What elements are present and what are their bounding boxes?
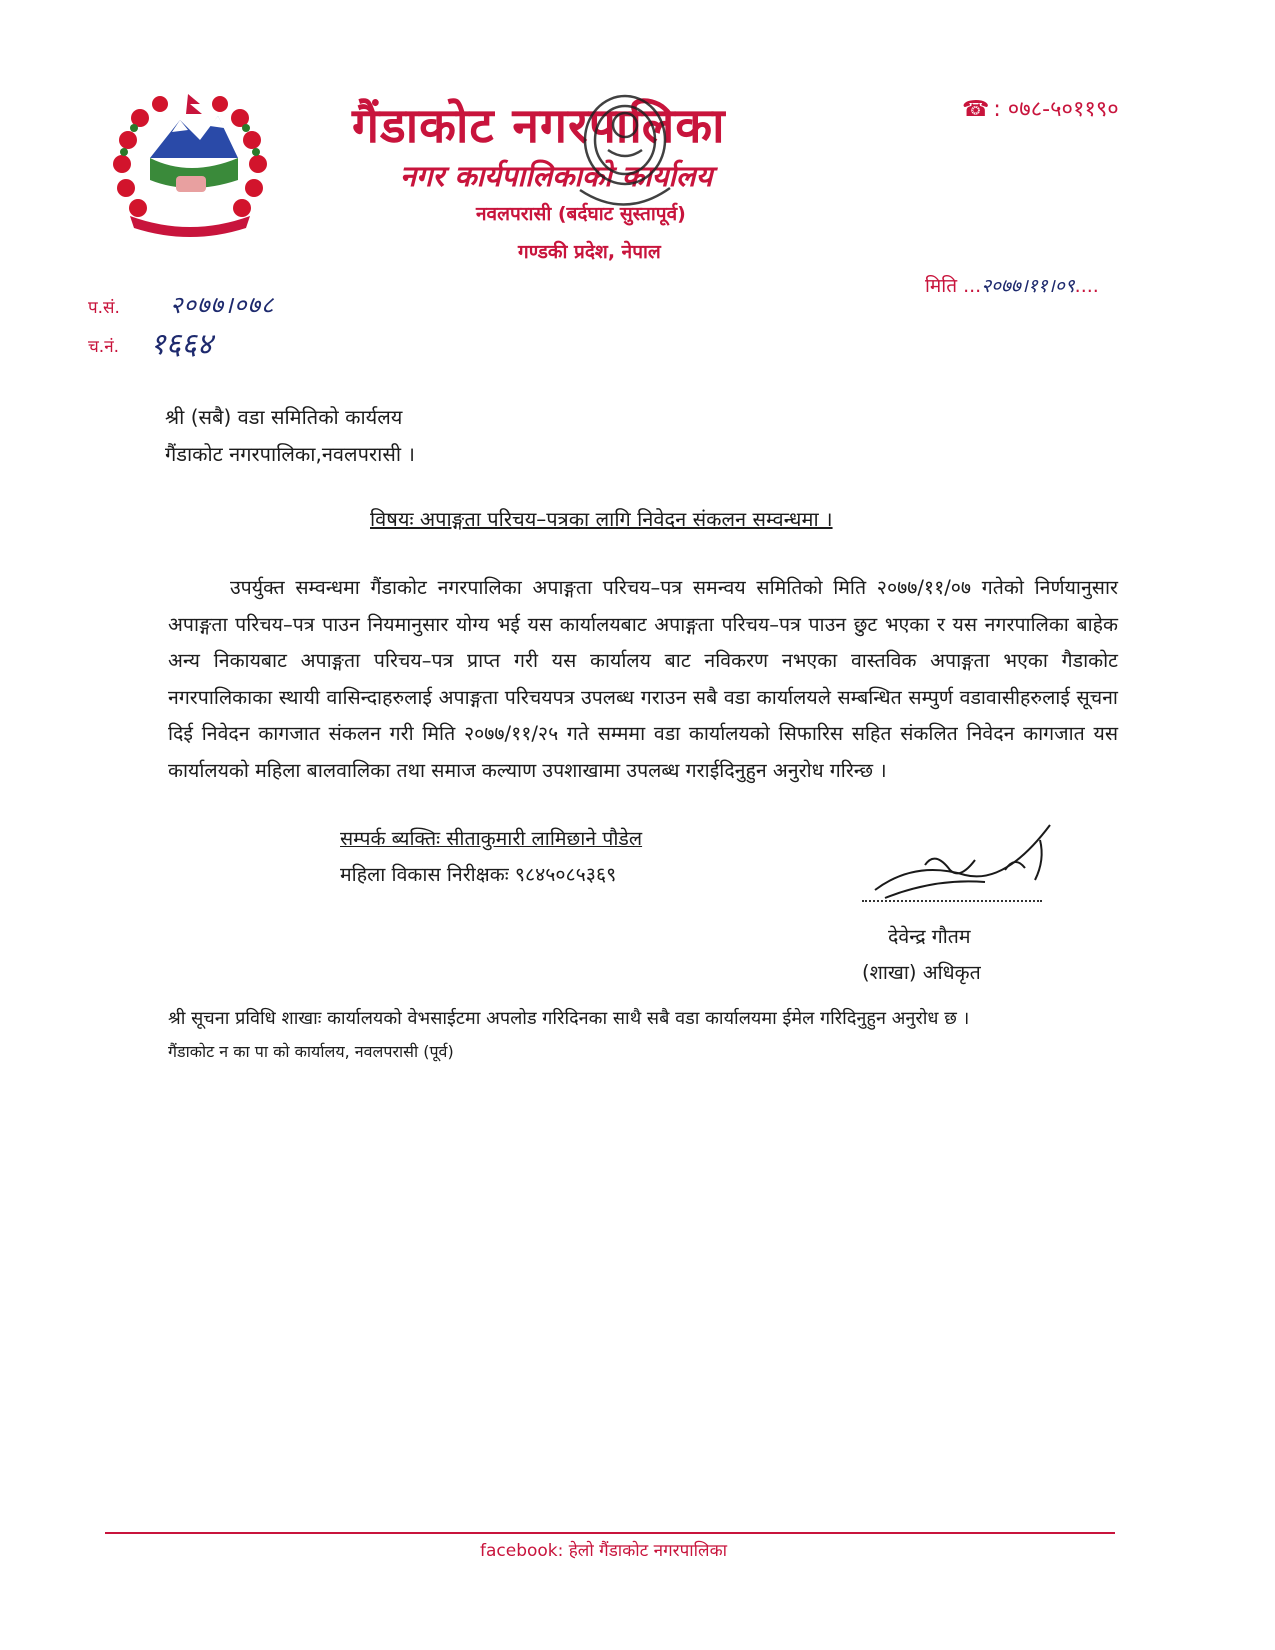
footer-divider xyxy=(105,1532,1115,1534)
nepal-emblem-icon xyxy=(110,88,270,238)
addressee-line-2: गैंडाकोट नगरपालिका,नवलपरासी । xyxy=(165,442,415,466)
dispatch-label: च.नं. xyxy=(88,337,120,357)
contact-person: सम्पर्क ब्यक्तिः सीताकुमारी लामिछाने पौडेल xyxy=(340,827,643,850)
letter-subject: विषयः अपाङ्गता परिचय–पत्रका लागि निवेदन संकलन सम्वन्धमा । xyxy=(370,507,833,531)
province-line: गण्डकी प्रदेश, नेपाल xyxy=(518,241,661,263)
date-label: मिति ... xyxy=(925,275,982,297)
telephone-icon: ☎ xyxy=(962,97,990,122)
signer-name: देवेन्द्र गौतम xyxy=(888,925,971,948)
municipality-title: गैंडाकोट नगरपालिका xyxy=(352,98,726,154)
addressee-line-1: श्री (सबै) वडा समितिको कार्यलय xyxy=(165,405,403,429)
signature-line xyxy=(862,900,1042,902)
handwritten-signature xyxy=(855,820,1055,930)
phone-text: : ०७८-५०११९० xyxy=(993,97,1119,122)
office-subtitle: नगर कार्यपालिकाको कार्यालय xyxy=(400,159,713,193)
contact-inspector: महिला विकास निरीक्षकः ९८४५०८५३६९ xyxy=(340,863,617,886)
district-line: नवलपरासी (बर्दघाट सुस्तापूर्व) xyxy=(476,203,686,225)
reference-label: प.सं. xyxy=(88,298,120,318)
date-value: २०७७।११।०९ xyxy=(981,275,1075,297)
signer-title: (शाखा) अधिकृत xyxy=(862,961,981,984)
letter-body: उपर्युक्त सम्वन्धमा गैंडाकोट नगरपालिका अपाङ्गता परिचय–पत्र समन्वय समितिको मिति २०७७/११/०७ गतेको निर्णयानुसार अपाङ्गता परिचय–पत्र पाउन नियमानुसार योग्य भई यस कार्यालयबाट अपाङ्गता परिचय–पत्र पाउन छुट भएका र यस नगरपालिका बाहेक अन्य निकायबाट अपाङ्गता परिचय–पत्र प्राप्त गरी यस कार्यालय बाट नविकरण नभएका वास्तविक अपाङ्गता भएका गैडाकोट नगरपालिकाका स्थायी वासिन्दाहरुलाई अपाङ्गता परिचयपत्र उपलब्ध गराउन सबै वडा कार्यालयले सम्बन्धित सम्पुर्ण वडावासीहरुलाई सूचना दिई निवेदन कागजात संकलन गरी मिति २०७७/११/२५ गते सम्ममा वडा कार्यालयको सिफारिस सहित संकलित निवेदन कागजात यस कार्यालयको महिला बालवालिका तथा समाज कल्याण उपशाखामा उपलब्ध गराईदिनुहुन अनुरोध गरिन्छ । xyxy=(168,576,1118,782)
letter-date xyxy=(925,272,1099,298)
cc-line: श्री सूचना प्रविधि शाखाः कार्यालयको वेभसाईटमा अपलोड गरिदिनका साथै सबै वडा कार्यालयमा ईमेल गरिदिनुहुन अनुरोध छ । xyxy=(168,1008,970,1029)
date-suffix: .... xyxy=(1074,275,1099,297)
phone-number xyxy=(962,93,1119,123)
reference-number: २०७७।०७८ xyxy=(170,291,275,319)
cc-office: गैंडाकोट न का पा को कार्यालय, नवलपरासी (पूर्व) xyxy=(168,1042,454,1061)
office-seal-stamp xyxy=(560,80,690,260)
footer-facebook: facebook: हेलो गैंडाकोट नगरपालिका xyxy=(480,1541,728,1561)
dispatch-number: १६६४ xyxy=(150,327,213,362)
